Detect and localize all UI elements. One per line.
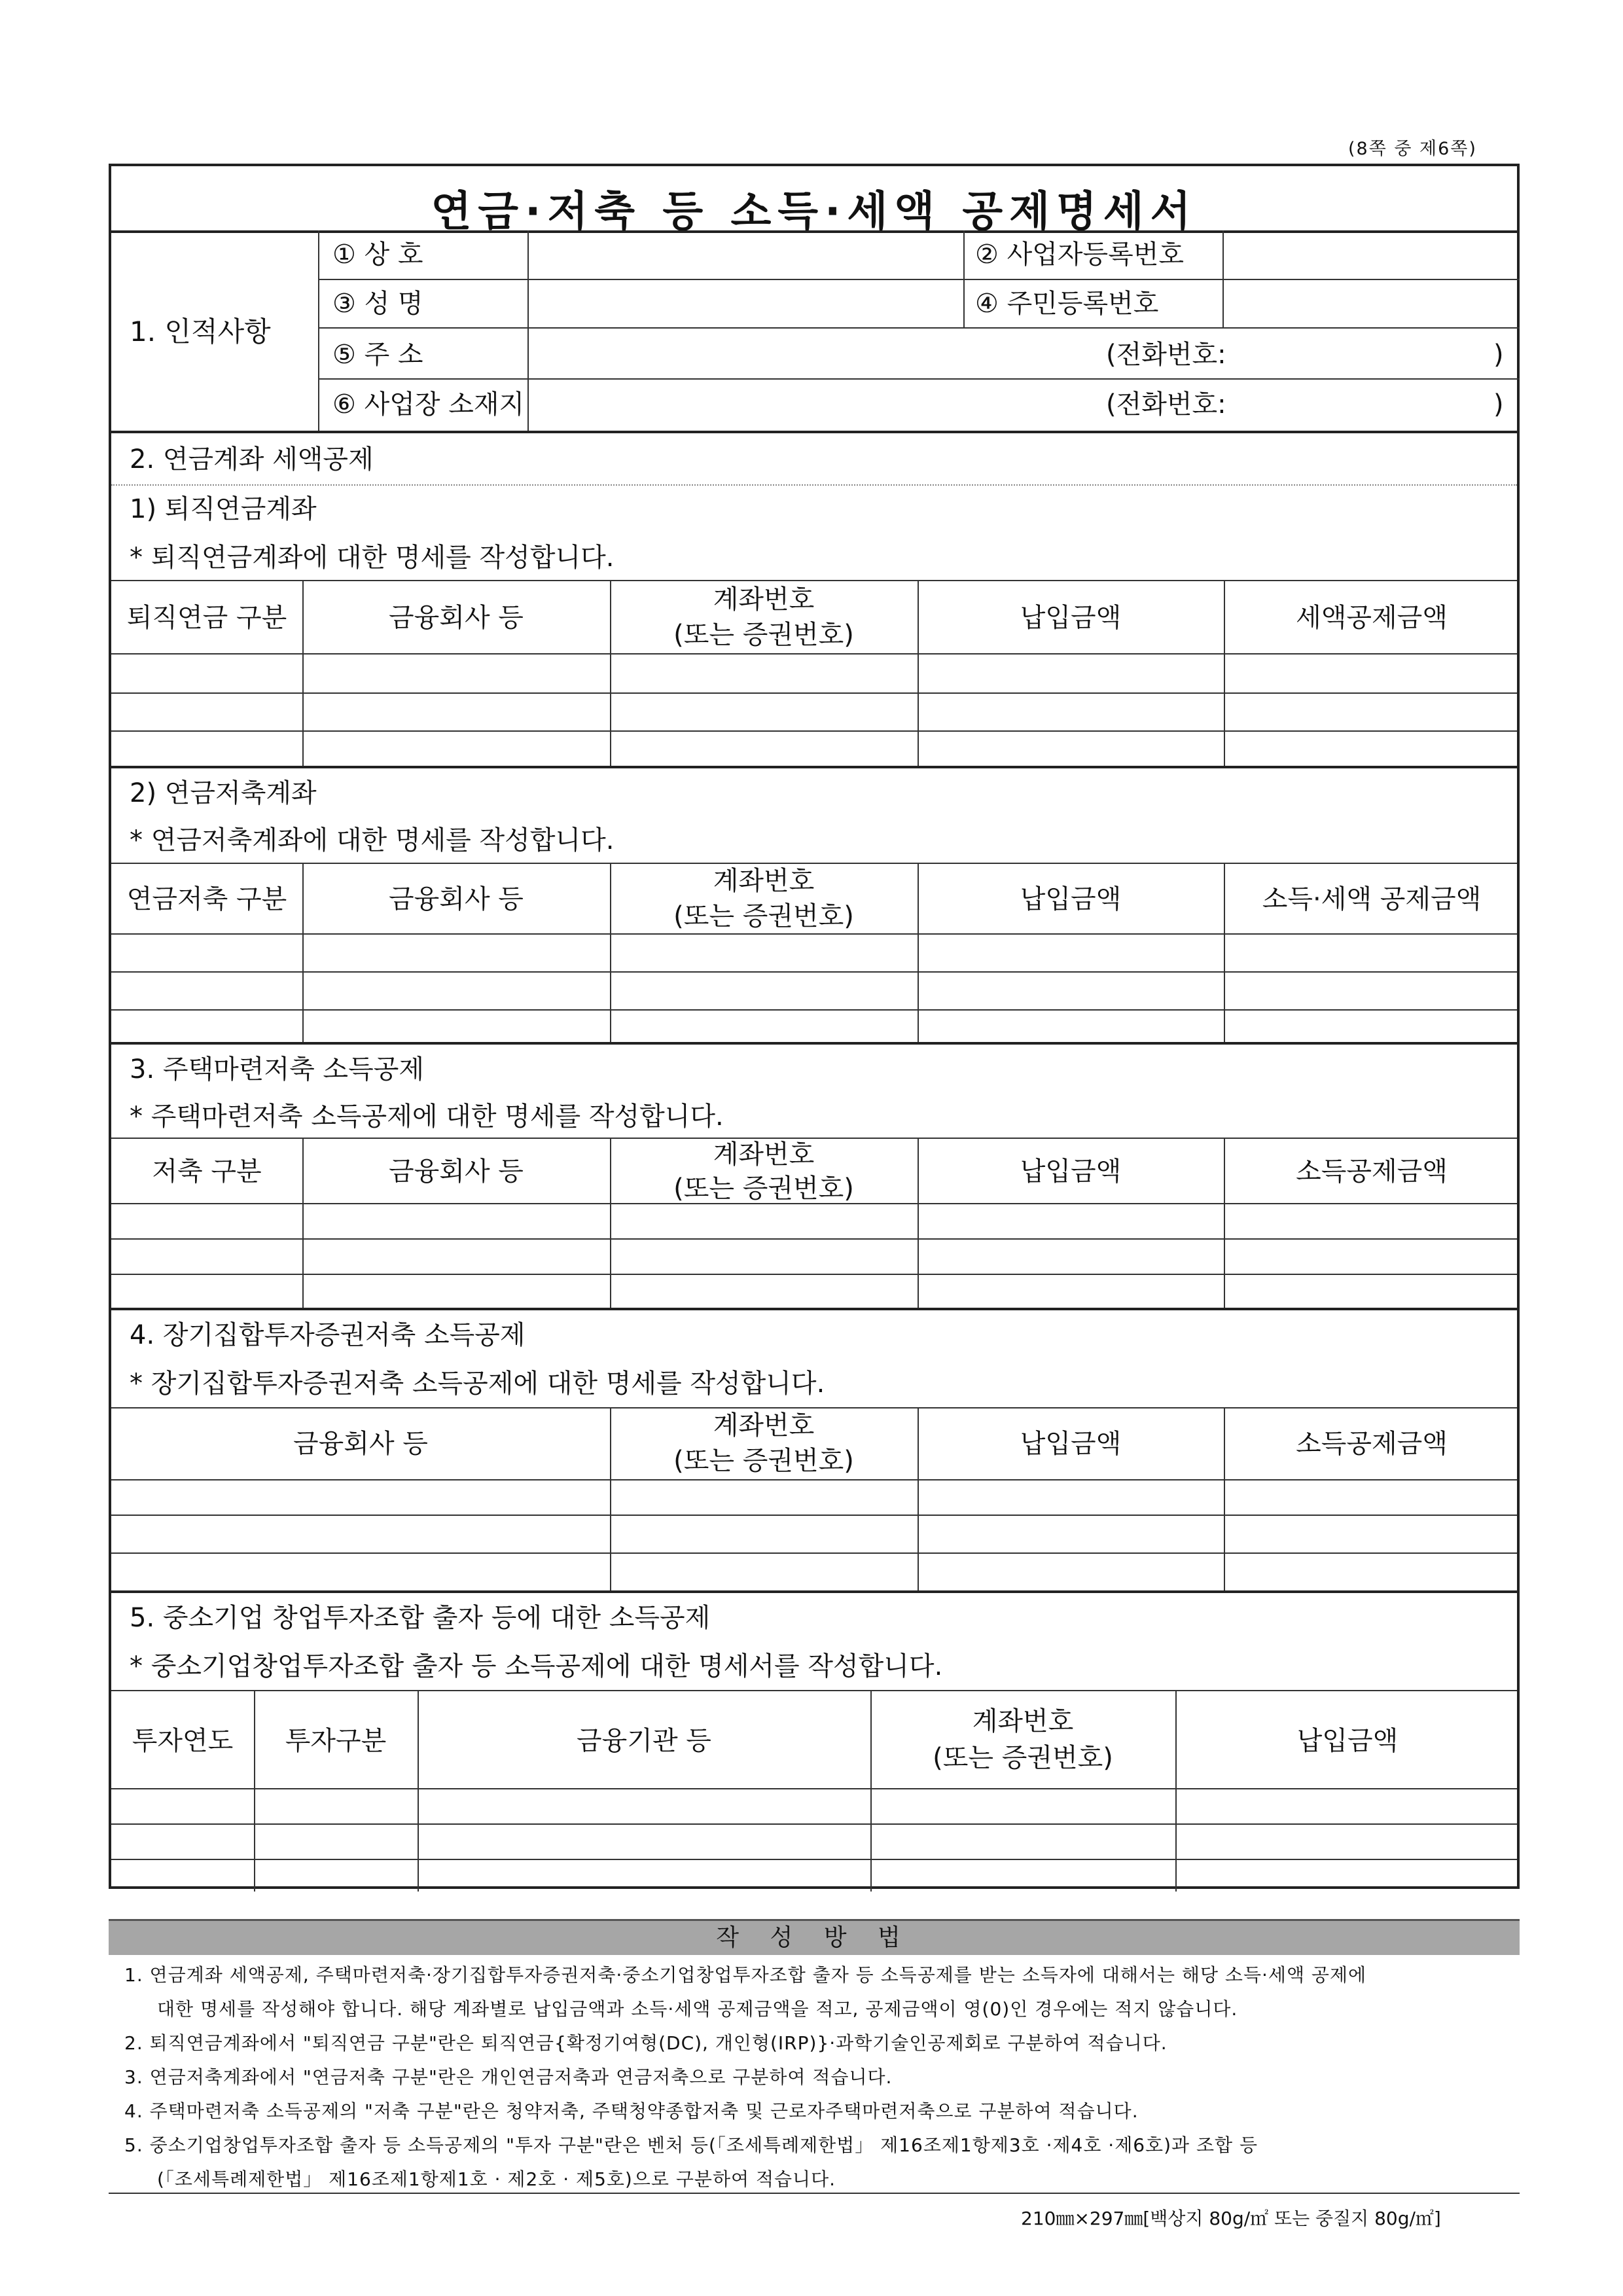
col-account-number: 계좌번호 xyxy=(713,584,815,615)
col-deduction-amount-2: 소득·세액 공제금액 xyxy=(1262,884,1482,914)
phone-close-workplace: ) xyxy=(1493,389,1504,420)
col-securities-number-2: (또는 증권번호) xyxy=(673,901,854,931)
col-financial-company: 금융회사 등 xyxy=(389,603,524,633)
long-term-fund-note: * 장기집합투자증권저축 소득공제에 대한 명세를 작성합니다. xyxy=(130,1369,825,1399)
col-payment-amount: 납입금액 xyxy=(1020,603,1122,633)
col-financial-company-2: 금융회사 등 xyxy=(389,884,524,914)
col-financial-company-3: 금융회사 등 xyxy=(389,1157,524,1187)
deduction-statement-form xyxy=(109,164,1520,1889)
phone-label-address: (전화번호: xyxy=(1106,340,1226,370)
company-name-field[interactable] xyxy=(530,233,962,278)
col-account-number-3: 계좌번호 xyxy=(713,1139,815,1170)
col-payment-amount-5: 납입금액 xyxy=(1296,1726,1399,1756)
col-securities-number-4: (또는 증권번호) xyxy=(673,1446,854,1476)
instructions-heading: 작 성 방 법 xyxy=(109,1919,1520,1955)
retirement-pension-heading: 1) 퇴직연금계좌 xyxy=(130,494,317,524)
col-investment-year: 투자연도 xyxy=(132,1726,234,1756)
phone-label-workplace: (전화번호: xyxy=(1106,389,1226,420)
housing-savings-note: * 주택마련저축 소득공제에 대한 명세를 작성합니다. xyxy=(130,1102,724,1132)
col-payment-amount-3: 납입금액 xyxy=(1020,1157,1122,1187)
instruction-line: 5. 중소기업창업투자조합 출자 등 소득공제의 "투자 구분"란은 벤처 등(「조세특례제한법」 제16조제1항제3호 ·제4호 ·제6호)과 조합 등 xyxy=(124,2134,1258,2156)
col-housing-type: 저축 구분 xyxy=(152,1157,262,1187)
col-investment-type: 투자구분 xyxy=(285,1726,387,1756)
instruction-line: 대한 명세를 작성해야 합니다. 해당 계좌별로 납입금액과 소득·세액 공제금액을 적고, 공제금액이 영(0)인 경우에는 적지 않습니다. xyxy=(157,1998,1238,2020)
col-account-number-2: 계좌번호 xyxy=(713,866,815,896)
col-securities-number: (또는 증권번호) xyxy=(673,620,854,650)
instruction-line: (「조세특례제한법」 제16조제1항제1호 · 제2호 · 제5호)으로 구분하여 적습니다. xyxy=(157,2168,836,2190)
venture-investment-heading: 5. 중소기업 창업투자조합 출자 등에 대한 소득공제 xyxy=(130,1603,711,1633)
label-address: ⑤ 주 소 xyxy=(332,340,423,370)
phone-close-address: ) xyxy=(1493,340,1504,370)
page-number: (8쪽 중 제6쪽) xyxy=(1348,139,1477,159)
label-workplace: ⑥ 사업장 소재지 xyxy=(332,389,525,420)
col-income-deduction-4: 소득공제금액 xyxy=(1296,1429,1448,1459)
retirement-pension-note: * 퇴직연금계좌에 대한 명세를 작성합니다. xyxy=(130,543,615,573)
col-payment-amount-4: 납입금액 xyxy=(1020,1429,1122,1459)
pension-savings-note: * 연금저축계좌에 대한 명세를 작성합니다. xyxy=(130,825,615,855)
col-savings-type: 연금저축 구분 xyxy=(126,884,287,914)
housing-savings-heading: 3. 주택마련저축 소득공제 xyxy=(130,1054,424,1085)
col-income-deduction-3: 소득공제금액 xyxy=(1296,1157,1448,1187)
instruction-line: 2. 퇴직연금계좌에서 "퇴직연금 구분"란은 퇴직연금{확정기여형(DC), 개인형(IRP)}·과학기술인공제회로 구분하여 적습니다. xyxy=(124,2032,1168,2054)
label-name: ③ 성 명 xyxy=(332,289,423,319)
instructions-divider xyxy=(109,2193,1520,2194)
long-term-fund-heading: 4. 장기집합투자증권저축 소득공제 xyxy=(130,1320,526,1350)
col-account-number-5: 계좌번호 xyxy=(972,1706,1074,1736)
venture-investment-note: * 중소기업창업투자조합 출자 등 소득공제에 대한 명세서를 작성합니다. xyxy=(130,1651,943,1681)
instruction-line: 4. 주택마련저축 소득공제의 "저축 구분"란은 청약저축, 주택청약종합저축 및 근로자주택마련저축으로 구분하여 적습니다. xyxy=(124,2100,1139,2122)
instruction-line: 1. 연금계좌 세액공제, 주택마련저축·장기집합투자증권저축·중소기업창업투자조합 출자 등 소득공제를 받는 소득자에 대해서는 해당 소득·세액 공제에 xyxy=(124,1964,1367,1986)
col-retirement-type: 퇴직연금 구분 xyxy=(126,603,287,633)
label-resident-reg-no: ④ 주민등록번호 xyxy=(975,289,1159,319)
pension-account-heading: 2. 연금계좌 세액공제 xyxy=(130,444,374,475)
instruction-line: 3. 연금저축계좌에서 "연금저축 구분"란은 개인연금저축과 연금저축으로 구분하여 적습니다. xyxy=(124,2066,893,2088)
col-account-number-4: 계좌번호 xyxy=(713,1410,815,1441)
col-tax-credit-amount: 세액공제금액 xyxy=(1296,603,1448,633)
address-field[interactable] xyxy=(530,330,1093,377)
personal-info-heading: 1. 인적사항 xyxy=(130,315,271,348)
label-company-name: ① 상 호 xyxy=(332,240,423,270)
form-title: 연금·저축 등 소득·세액 공제명세서 xyxy=(431,188,1198,236)
col-financial-company-4: 금융회사 등 xyxy=(293,1429,428,1459)
resident-reg-no-field[interactable] xyxy=(1225,281,1517,326)
name-field[interactable] xyxy=(530,281,962,326)
col-payment-amount-2: 납입금액 xyxy=(1020,884,1122,914)
business-reg-no-field[interactable] xyxy=(1225,233,1517,278)
col-securities-number-3: (또는 증권번호) xyxy=(673,1174,854,1204)
paper-size-note: 210㎜×297㎜[백상지 80g/㎡ 또는 중질지 80g/㎡] xyxy=(1021,2208,1441,2229)
col-financial-institution: 금융기관 등 xyxy=(577,1726,711,1756)
pension-savings-heading: 2) 연금저축계좌 xyxy=(130,778,317,808)
workplace-field[interactable] xyxy=(530,381,1093,428)
col-securities-number-5: (또는 증권번호) xyxy=(933,1743,1113,1773)
label-business-reg-no: ② 사업자등록번호 xyxy=(975,240,1185,270)
